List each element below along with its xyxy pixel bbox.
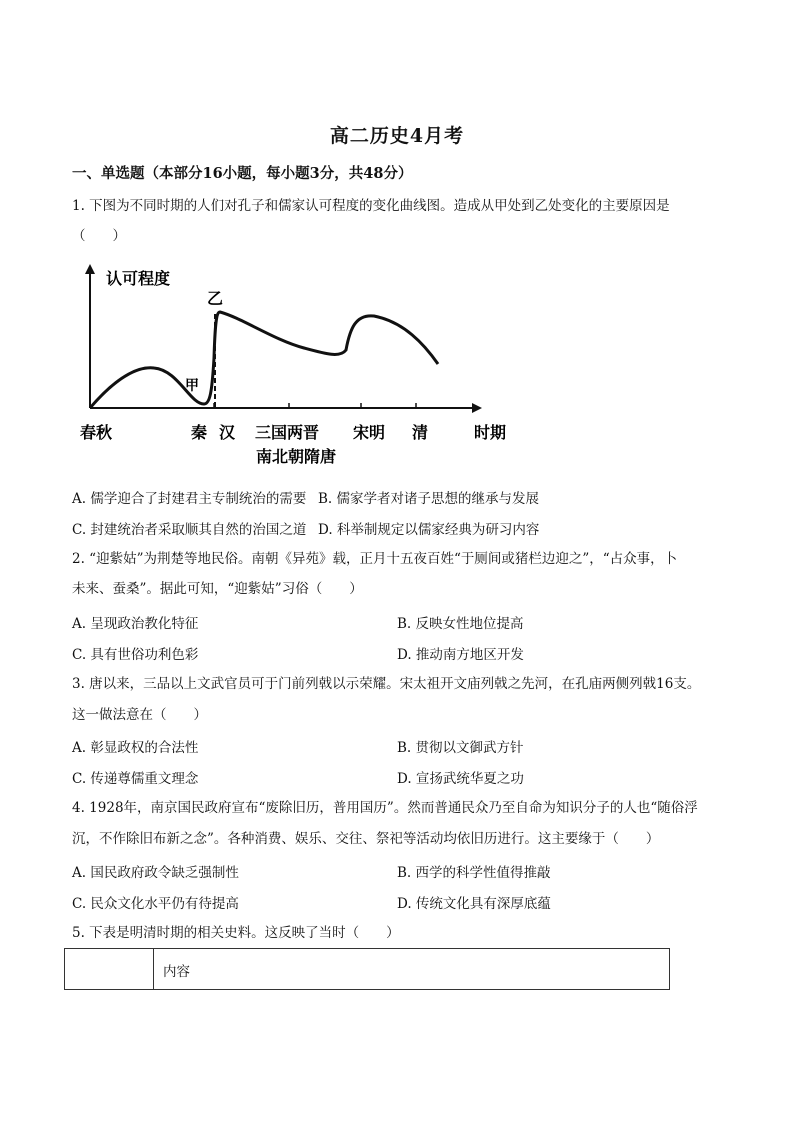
q3-option-a[interactable]: A. 彰显政权的合法性 [72,740,199,756]
period-qin: 秦 [191,423,208,442]
mark-jia: 甲 [185,378,199,394]
period-han: 汉 [219,423,236,442]
q1-chart [64,262,524,472]
q4-option-c[interactable]: C. 民众文化水平仍有待提高 [72,896,239,912]
period-nanbeichao: 南北朝隋唐 [256,447,337,466]
q4-option-a[interactable]: A. 国民政府政令缺乏强制性 [72,865,239,881]
q1-option-c[interactable]: C. 封建统治者采取顺其自然的治国之道 [72,522,307,538]
q2-option-b[interactable]: B. 反映女性地位提高 [397,616,524,632]
q2-option-c[interactable]: C. 具有世俗功利色彩 [72,647,199,663]
q4-stem-line2: 沉，不作除旧布新之念”。各种消费、娱乐、交往、祭祀等活动均依旧历进行。这主要缘于（ ） [72,831,660,847]
section-heading: 一、单选题（本部分16小题，每小题3分，共48分） [72,165,413,182]
q5-table [64,948,670,990]
q3-option-c[interactable]: C. 传递尊儒重文理念 [72,771,199,787]
period-songming: 宋明 [353,423,386,442]
q4-option-b[interactable]: B. 西学的科学性值得推敲 [397,865,551,881]
q1-option-a[interactable]: A. 儒学迎合了封建君主专制统治的需要 [72,491,307,507]
recognition-curve [90,312,438,408]
q1-stem-line1: 1. 下图为不同时期的人们对孔子和儒家认可程度的变化曲线图。造成从甲处到乙处变化的主要原因是 [72,198,670,214]
q1-option-d[interactable]: D. 科举制规定以儒家经典为研习内容 [318,522,540,538]
x-axis-arrow [472,403,482,413]
q5-stem: 5. 下表是明清时期的相关史料。这反映了当时（ ） [72,925,400,941]
q3-stem-line2: 这一做法意在（ ） [72,707,207,723]
q5-table-header-content: 内容 [163,964,190,980]
page-title: 高二历史4月考 [329,125,465,147]
y-axis-label: 认可程度 [106,269,171,288]
period-chunqiu: 春秋 [80,423,113,442]
q4-option-d[interactable]: D. 传统文化具有深厚底蕴 [397,896,551,912]
x-axis-label: 时期 [474,423,507,442]
q4-stem-line1: 4. 1928年，南京国民政府宣布“废除旧历，普用国历”。然而普通民众乃至自命为知识分子的人也“随俗浮 [72,800,698,816]
q3-stem-line1: 3. 唐以来，三品以上文武官员可于门前列戟以示荣耀。宋太祖开文庙列戟之先河，在孔庙两侧列戟16支。 [72,676,701,692]
q1-option-b[interactable]: B. 儒家学者对诸子思想的继承与发展 [318,491,540,507]
q5-table-empty-cell [65,949,154,989]
q1-stem-line2: （ ） [72,228,126,244]
q2-option-a[interactable]: A. 呈现政治教化特征 [72,616,199,632]
period-sanguo: 三国两晋 [255,423,320,442]
q2-stem-line2: 未来、蚕桑”。据此可知，“迎紫姑”习俗（ ） [72,581,363,597]
period-qing: 清 [412,423,429,442]
q2-option-d[interactable]: D. 推动南方地区开发 [397,647,524,663]
mark-yi: 乙 [207,289,224,308]
q3-option-d[interactable]: D. 宣扬武统华夏之功 [397,771,524,787]
y-axis-arrow [85,264,95,274]
q3-option-b[interactable]: B. 贯彻以文御武方针 [397,740,524,756]
q2-stem-line1: 2. “迎紫姑”为荆楚等地民俗。南朝《异苑》载，正月十五夜百姓“于厕间或猪栏边迎之”，“占众事，卜 [72,551,678,567]
